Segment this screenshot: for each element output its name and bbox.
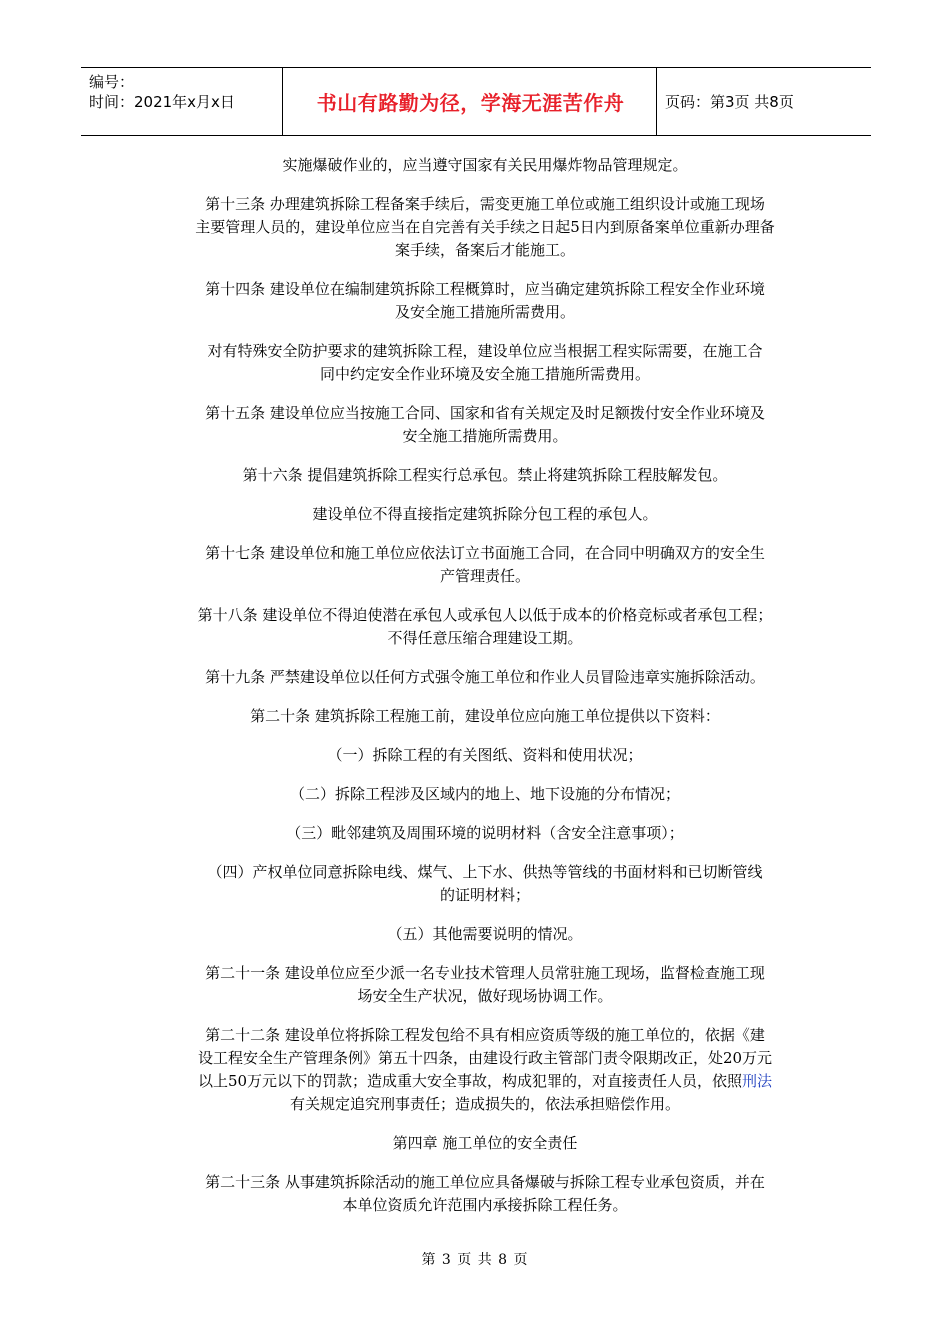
article-15 <box>160 402 810 448</box>
header-page-info: 页码：第3页 共8页 <box>665 93 794 111</box>
text-line: 第二十三条 从事建筑拆除活动的施工单位应具备爆破与拆除工程专业承包资质，并在 <box>205 1173 765 1191</box>
article-17 <box>160 542 810 588</box>
text-line: 第十六条 提倡建筑拆除工程实行总承包。禁止将建筑拆除工程肢解发包。 <box>242 466 728 484</box>
text-line: 产管理责任。 <box>439 567 530 585</box>
article-18 <box>160 604 810 650</box>
list-item <box>160 923 810 946</box>
criminal-law-link[interactable]: 刑法 <box>742 1072 773 1090</box>
list-item <box>160 822 810 845</box>
text-line: 案手续，备案后才能施工。 <box>394 241 575 259</box>
text-line: （一）拆除工程的有关图纸、资料和使用状况； <box>327 746 643 764</box>
text-line: 第十七条 建设单位和施工单位应依法订立书面施工合同，在合同中明确双方的安全生 <box>205 544 765 562</box>
text-line: （三）毗邻建筑及周围环境的说明材料（含安全注意事项）； <box>286 824 684 842</box>
text-line: （四）产权单位同意拆除电线、煤气、上下水、供热等管线的书面材料和已切断管线 <box>207 863 763 881</box>
text-line: 设工程安全生产管理条例》第五十四条，由建设行政主管部门责令限期改正，处20万元 <box>197 1049 773 1067</box>
text-line: 第十五条 建设单位应当按施工合同、国家和省有关规定及时足额拨付安全作业环境及 <box>205 404 765 422</box>
text-line: （五）其他需要说明的情况。 <box>387 925 583 943</box>
text-line: 第十八条 建设单位不得迫使潜在承包人或承包人以低于成本的价格竞标或者承包工程； <box>197 606 773 624</box>
paragraph <box>160 154 810 177</box>
text-line: 不得任意压缩合理建设工期。 <box>387 629 583 647</box>
text-line: 有关规定追究刑事责任；造成损失的，依法承担赔偿作用。 <box>289 1095 680 1113</box>
paragraph <box>160 503 810 526</box>
paragraph <box>160 340 810 386</box>
text-line: 的证明材料； <box>439 886 530 904</box>
article-19 <box>160 666 810 689</box>
article-21 <box>160 962 810 1008</box>
list-item <box>160 861 810 907</box>
page-footer: 第 3 页 共 8 页 <box>421 1252 529 1268</box>
text-line: 第十四条 建设单位在编制建筑拆除工程概算时，应当确定建筑拆除工程安全作业环境 <box>205 280 765 298</box>
text-line: 第十九条 严禁建设单位以任何方式强令施工单位和作业人员冒险违章实施拆除活动。 <box>205 668 765 686</box>
article-22 <box>160 1024 810 1116</box>
text-line: 场安全生产状况，做好现场协调工作。 <box>357 987 613 1005</box>
text-line: 主要管理人员的，建设单位应当在自完善有关手续之日起5日内到原备案单位重新办理备 <box>195 218 775 236</box>
document-number-label: 编号： <box>89 73 135 91</box>
text-line: 建设单位不得直接指定建筑拆除分包工程的承包人。 <box>312 505 658 523</box>
list-item <box>160 783 810 806</box>
header-divider <box>282 68 283 135</box>
header-meta <box>89 72 235 112</box>
text-line <box>160 1070 810 1093</box>
article-14 <box>160 278 810 324</box>
text-line: 第二十一条 建设单位应至少派一名专业技术管理人员常驻施工现场，监督检查施工现 <box>205 964 765 982</box>
document-date: 时间：2021年x月x日 <box>89 93 235 111</box>
text-line: 第二十条 建筑拆除工程施工前，建设单位应向施工单位提供以下资料： <box>250 707 720 725</box>
article-23 <box>160 1171 810 1217</box>
article-20 <box>160 705 810 728</box>
text-line: 第二十二条 建设单位将拆除工程发包给不具有相应资质等级的施工单位的，依据《建 <box>205 1026 765 1044</box>
article-13 <box>160 193 810 262</box>
text-line: （二）拆除工程涉及区域内的地上、地下设施的分布情况； <box>289 785 680 803</box>
text-line: 第四章 施工单位的安全责任 <box>392 1134 578 1152</box>
article-16 <box>160 464 810 487</box>
text-line: 本单位资质允许范围内承接拆除工程任务。 <box>342 1196 628 1214</box>
text-line: 同中约定安全作业环境及安全施工措施所需费用。 <box>319 365 650 383</box>
text-line: 及安全施工措施所需费用。 <box>394 303 575 321</box>
text-segment: 以上50万元以下的罚款；造成重大安全事故，构成犯罪的，对直接责任人员，依照 <box>197 1072 743 1090</box>
text-line: 第十三条 办理建筑拆除工程备案手续后，需变更施工单位或施工组织设计或施工现场 <box>205 195 765 213</box>
list-item <box>160 744 810 767</box>
text-line: 安全施工措施所需费用。 <box>402 427 568 445</box>
document-body <box>160 154 810 1233</box>
text-line: 对有特殊安全防护要求的建筑拆除工程，建设单位应当根据工程实际需要，在施工合 <box>207 342 763 360</box>
text-line: 实施爆破作业的，应当遵守国家有关民用爆炸物品管理规定。 <box>282 156 688 174</box>
page-header <box>81 67 871 136</box>
header-motto: 书山有路勤为径，学海无涯苦作舟 <box>316 91 625 115</box>
chapter-heading <box>160 1132 810 1155</box>
